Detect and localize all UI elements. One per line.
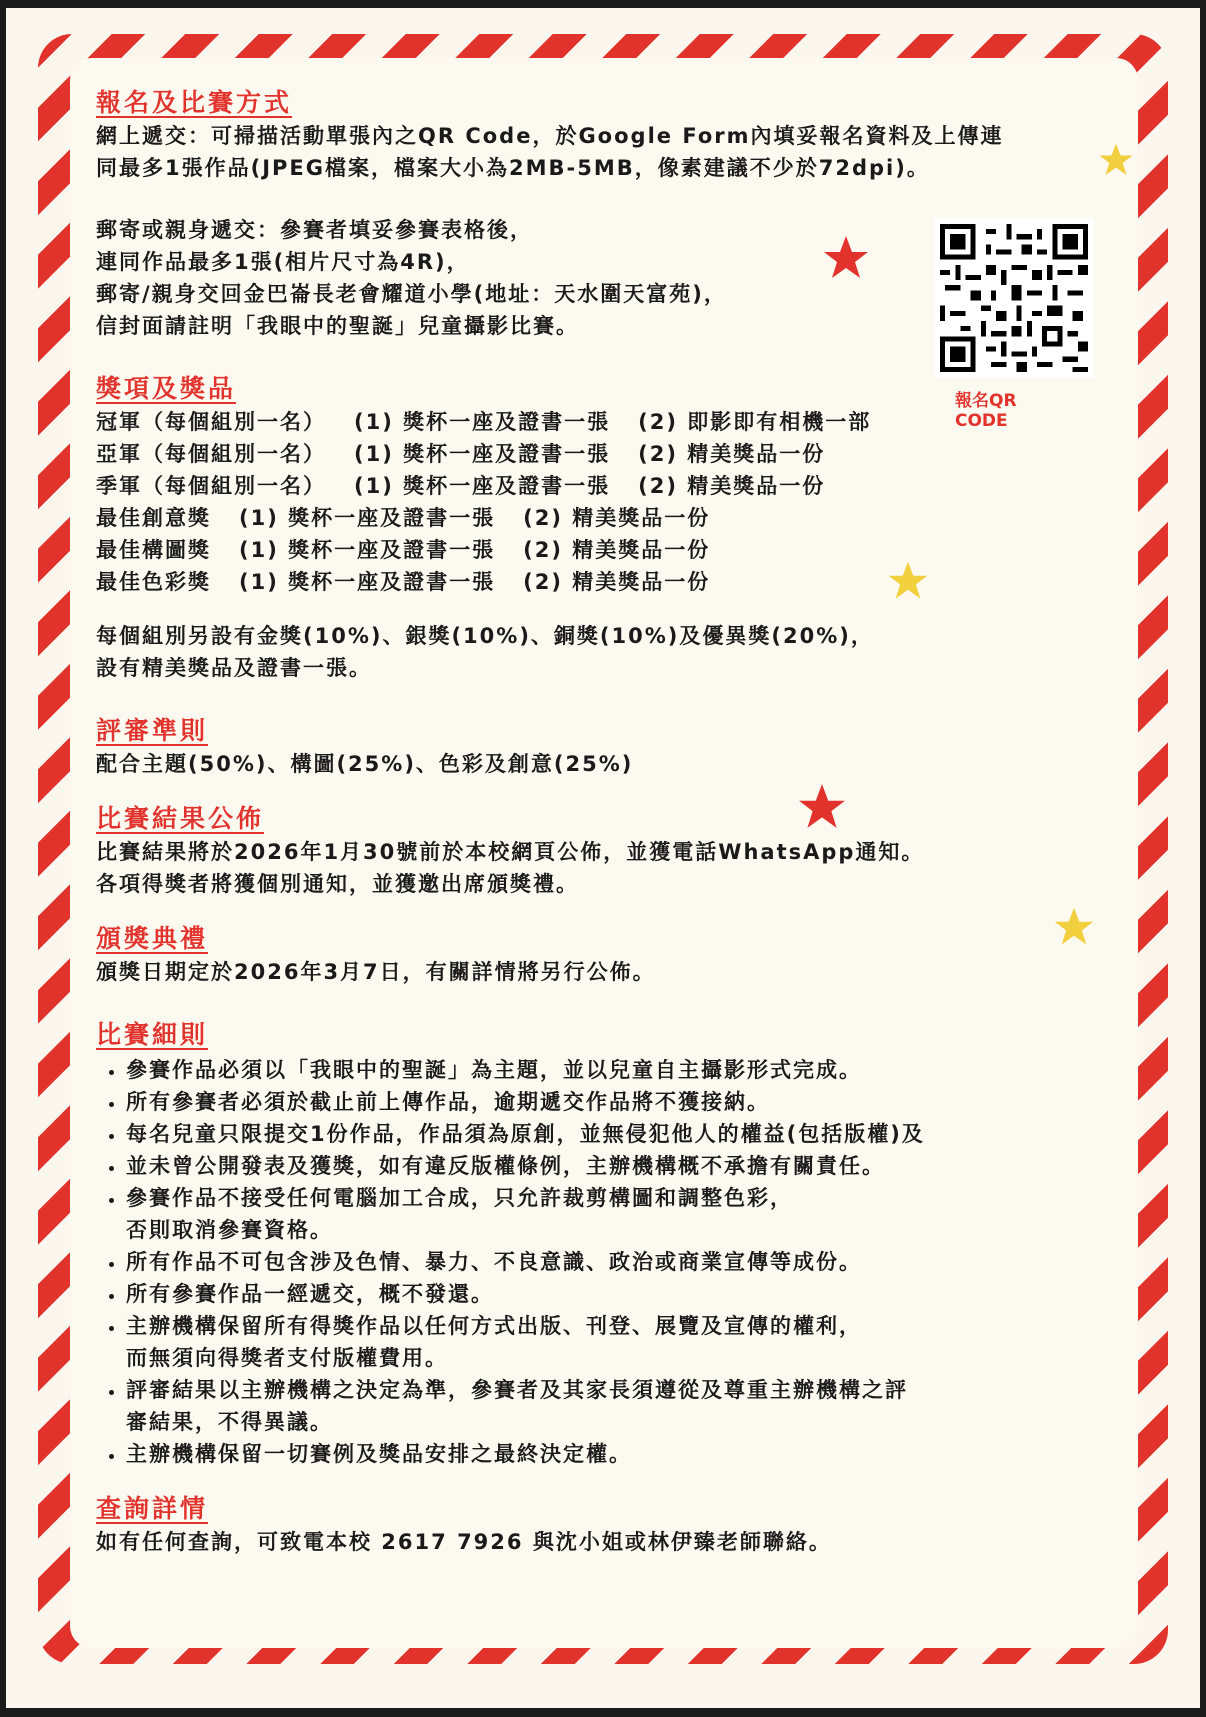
results-line: 各項得獎者將獲個別通知，並獲邀出席頒獎禮。: [96, 872, 579, 896]
rule-text: 主辦機構保留所有得獎作品以任何方式出版、刊登、展覽及宣傳的權利，: [126, 1314, 862, 1338]
rules-list: [96, 1054, 1126, 1470]
ceremony-date: 頒獎日期定於2026年3月7日，有關詳情將另行公佈。: [96, 960, 656, 984]
prize-row: [96, 438, 1126, 470]
prize-item: (1) 獎杯一座及證書一張: [354, 474, 611, 498]
section-title-ceremony: 頒獎典禮: [96, 924, 209, 953]
prize-item: (1) 獎杯一座及證書一張: [239, 538, 496, 562]
rule-item: • 主辦機構保留一切賽例及獎品安排之最終決定權。: [126, 1438, 1126, 1470]
section-title-rules: 比賽細則: [96, 1020, 209, 1049]
section-title-registration: 報名及比賽方式: [96, 88, 293, 117]
prize-item: (2) 精美獎品一份: [523, 570, 711, 594]
prize-row: [96, 406, 1126, 438]
section-title-prizes: 獎項及獎品: [96, 374, 237, 403]
rule-item: • 所有作品不可包含涉及色情、暴力、不良意識、政治或商業宣傳等成份。: [126, 1246, 1126, 1278]
rule-text: 評審結果以主辦機構之決定為準，參賽者及其家長須遵從及尊重主辦機構之評: [126, 1378, 908, 1402]
prize-award: 冠軍（每個組別一名）: [96, 410, 326, 434]
rule-item: • 所有參賽作品一經遞交，概不發還。: [126, 1278, 1126, 1310]
prize-award: 最佳色彩獎: [96, 570, 211, 594]
registration-line: 連同作品最多1張(相片尺寸為4R)，: [96, 250, 470, 274]
rule-text: 參賽作品不接受任何電腦加工合成，只允許裁剪構圖和調整色彩，: [126, 1186, 793, 1210]
prize-award: 最佳創意獎: [96, 506, 211, 530]
rule-continuation: 審結果，不得異議。: [126, 1410, 333, 1434]
rule-continuation: 否則取消參賽資格。: [126, 1218, 333, 1242]
enquiry-contact: 如有任何查詢，可致電本校 2617 7926 與沈小姐或林伊臻老師聯絡。: [96, 1530, 832, 1554]
rule-item: [126, 1310, 1126, 1374]
prize-item: (2) 精美獎品一份: [638, 442, 826, 466]
prize-item: (1) 獎杯一座及證書一張: [354, 442, 611, 466]
prize-item: (1) 獎杯一座及證書一張: [354, 410, 611, 434]
prize-item: (1) 獎杯一座及證書一張: [239, 570, 496, 594]
qr-code-label: 報名QR CODE: [955, 391, 1017, 431]
prize-item: (2) 即影即有相機一部: [638, 410, 872, 434]
registration-line: 郵寄或親身遞交：參賽者填妥參賽表格後，: [96, 218, 533, 242]
registration-line: 網上遞交：可掃描活動單張內之QR Code，於Google Form內填妥報名資料及上傳連: [96, 124, 1004, 148]
section-title-results: 比賽結果公佈: [96, 804, 265, 833]
prize-item: (2) 精美獎品一份: [638, 474, 826, 498]
poster-content: [96, 86, 1126, 1558]
rule-item: • 每名兒童只限提交1份作品，作品須為原創，並無侵犯他人的權益(包括版權)及: [126, 1118, 1126, 1150]
rule-item: • 並未曾公開發表及獲獎，如有違反版權條例，主辦機構概不承擔有關責任。: [126, 1150, 1126, 1182]
rule-item: • 參賽作品必須以「我眼中的聖誕」為主題，並以兒童自主攝影形式完成。: [126, 1054, 1126, 1086]
prize-row: [96, 534, 1126, 566]
prize-row: [96, 470, 1126, 502]
prize-award: 季軍（每個組別一名）: [96, 474, 326, 498]
prize-note: 每個組別另設有金獎(10%)、銀獎(10%)、銅獎(10%)及優異獎(20%)，: [96, 624, 874, 648]
prize-award: 亞軍（每個組別一名）: [96, 442, 326, 466]
prize-item: (2) 精美獎品一份: [523, 538, 711, 562]
judging-criteria: 配合主題(50%)、構圖(25%)、色彩及創意(25%): [96, 752, 634, 776]
prize-row: [96, 566, 1126, 598]
prize-item: (2) 精美獎品一份: [523, 506, 711, 530]
registration-line: 信封面請註明「我眼中的聖誕」兒童攝影比賽。: [96, 314, 579, 338]
registration-line: 郵寄/親身交回金巴崙長老會耀道小學(地址：天水圍天富苑)，: [96, 282, 727, 306]
registration-line: 同最多1張作品(JPEG檔案，檔案大小為2MB-5MB，像素建議不少於72dpi)。: [96, 156, 930, 180]
rule-item: [126, 1182, 1126, 1246]
rule-item: • 所有參賽者必須於截止前上傳作品，逾期遞交作品將不獲接納。: [126, 1086, 1126, 1118]
results-line: 比賽結果將於2026年1月30號前於本校網頁公佈，並獲電話WhatsApp通知。: [96, 840, 925, 864]
section-title-enquiry: 查詢詳情: [96, 1494, 209, 1523]
prize-note: 設有精美獎品及證書一張。: [96, 656, 372, 680]
section-title-judging: 評審準則: [96, 716, 209, 745]
prize-item: (1) 獎杯一座及證書一張: [239, 506, 496, 530]
prize-row: [96, 502, 1126, 534]
prize-award: 最佳構圖獎: [96, 538, 211, 562]
rule-continuation: 而無須向得獎者支付版權費用。: [126, 1346, 448, 1370]
rule-item: [126, 1374, 1126, 1438]
top-edge: [0, 0, 1206, 8]
